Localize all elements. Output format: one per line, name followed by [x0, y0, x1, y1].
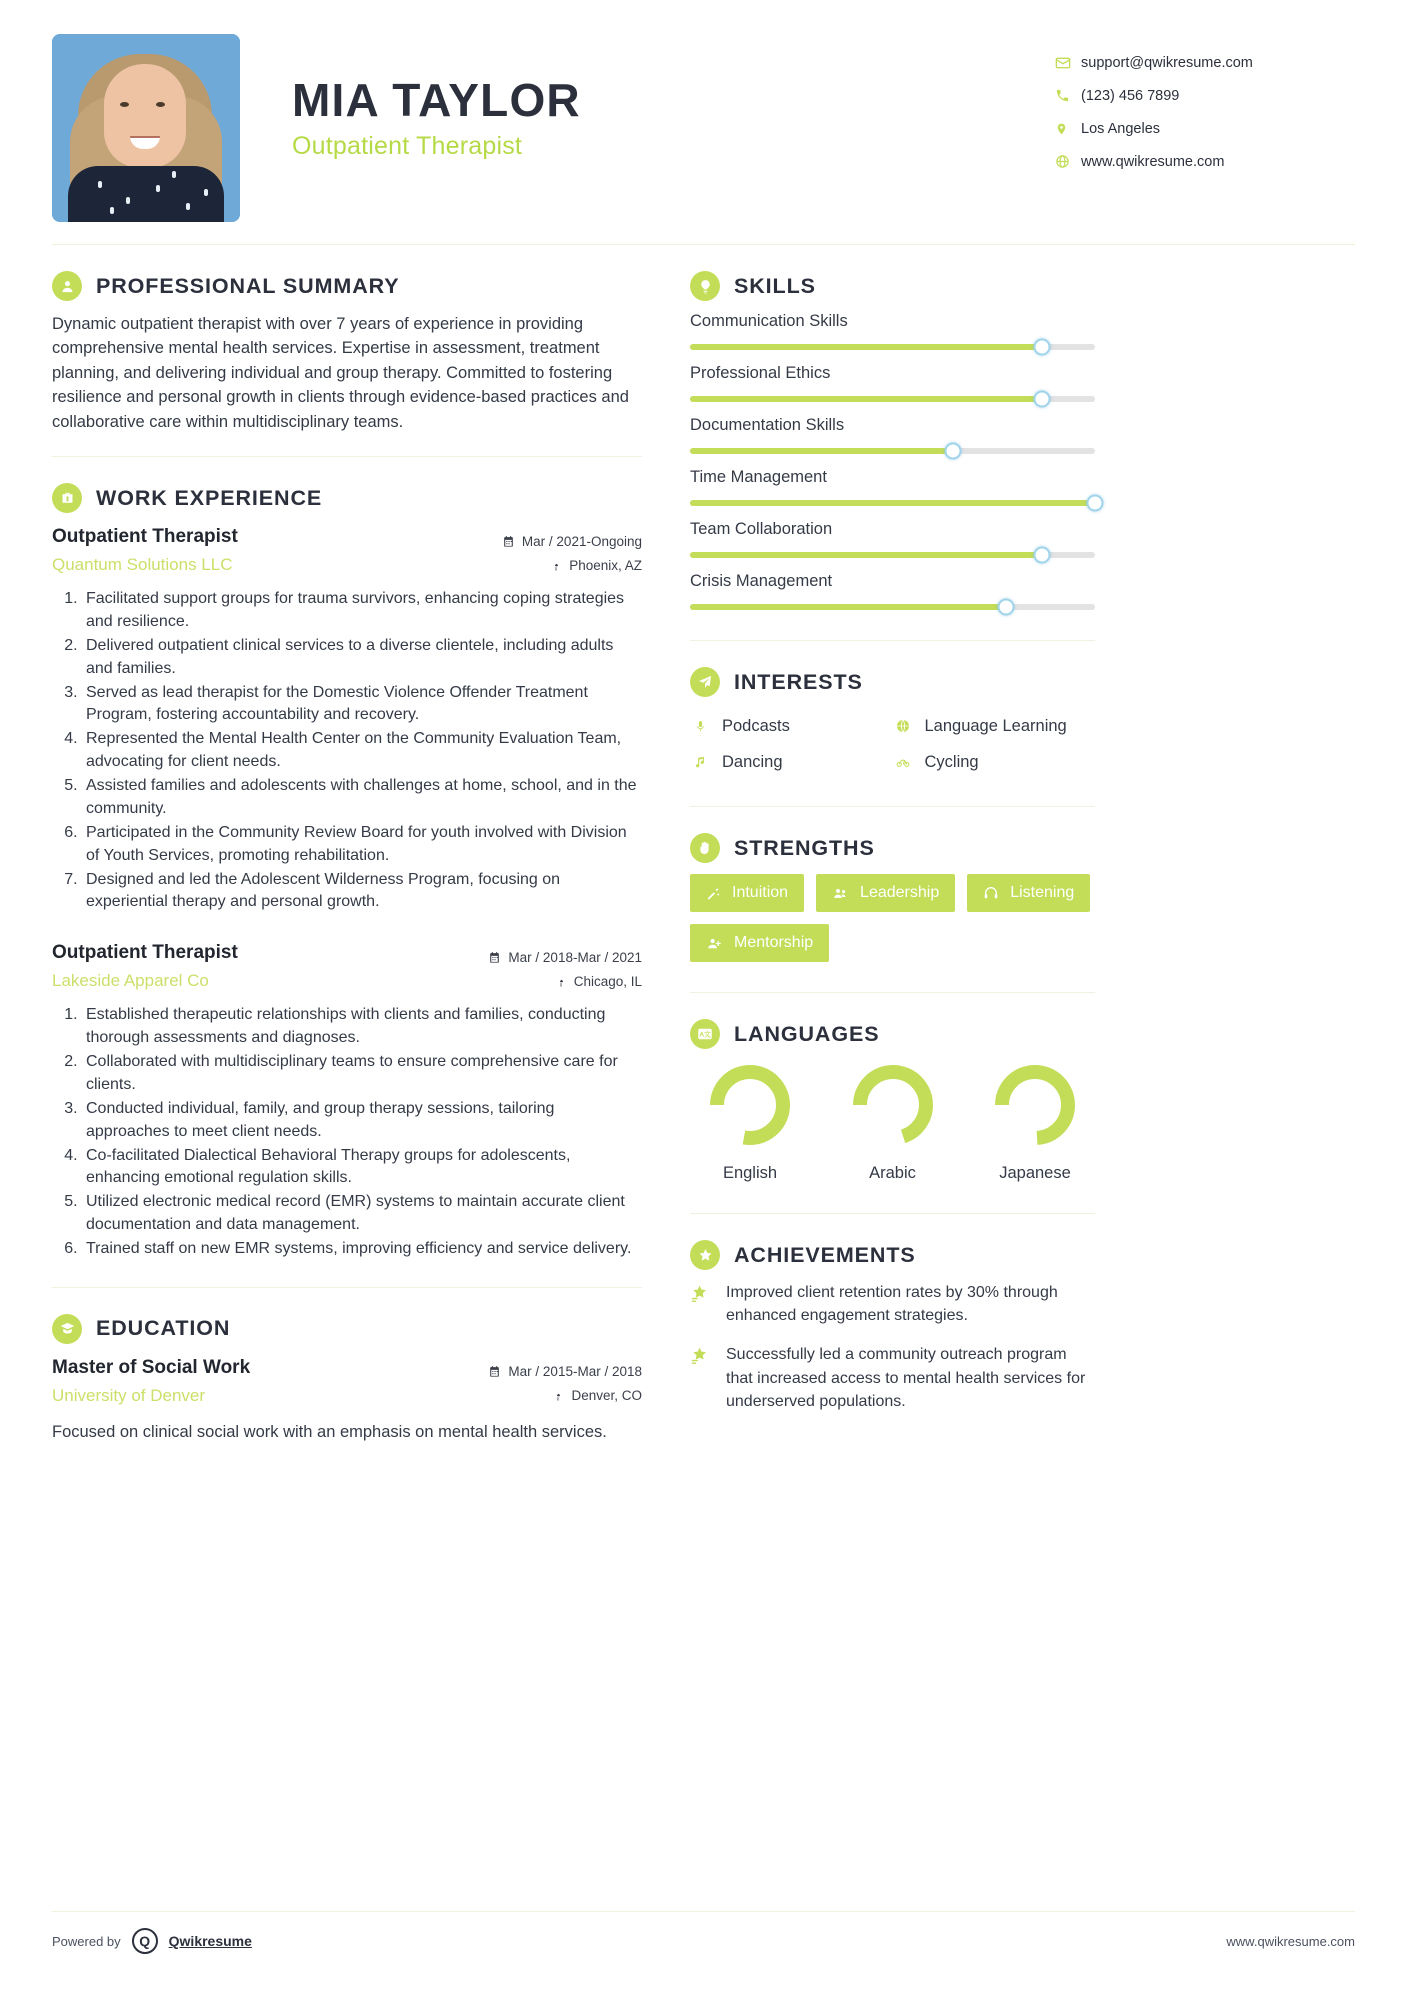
achievement-text: Successfully led a community outreach program that increased access to mental health services for underserved populations.: [726, 1346, 1086, 1410]
education-item: [52, 1355, 642, 1444]
section-professional-summary: [52, 271, 642, 434]
job-date-value: Mar / 2021-Ongoing: [521, 533, 642, 549]
location-pin-icon: [1055, 121, 1081, 137]
brand-name-link[interactable]: Qwikresume: [168, 1933, 252, 1949]
music-note-icon: [690, 754, 711, 770]
section-divider: [52, 456, 642, 457]
footer-divider: [52, 1911, 1355, 1912]
microphone-icon: [690, 718, 711, 735]
job-role: Outpatient Therapist: [52, 526, 238, 548]
job-bullets: [82, 1004, 642, 1261]
skill-track[interactable]: [690, 396, 1095, 402]
section-strengths: [690, 833, 1095, 962]
user-plus-icon: [706, 936, 723, 951]
job-organization: Lakeside Apparel Co: [52, 970, 209, 990]
name-block: [292, 34, 581, 161]
language-label: English: [722, 1164, 778, 1182]
contact-website[interactable]: [1055, 145, 1355, 178]
skill-label: Time Management: [690, 468, 827, 486]
skill-item: [690, 468, 1095, 506]
contact-phone-value: (123) 456 7899: [1081, 87, 1180, 104]
phone-icon: [1055, 88, 1081, 103]
job-location: [502, 553, 642, 577]
interest-label: Dancing: [722, 752, 783, 771]
skill-label: Documentation Skills: [690, 416, 845, 434]
list-item: 3. Served as lead therapist for the Domestic Violence Offender Treatment Program, fostering accountability and recovery.: [82, 682, 642, 728]
interest-label: Cycling: [924, 752, 979, 771]
section-divider: [690, 992, 1095, 993]
star-badge-icon: [690, 1343, 714, 1413]
education-description: Focused on clinical social work with an emphasis on mental health services.: [52, 1422, 607, 1441]
list-item: 2. Delivered outpatient clinical services to a diverse clientele, including adults and families.: [82, 635, 642, 681]
skill-track[interactable]: [690, 448, 1095, 454]
strength-item: [816, 874, 955, 912]
achievement-text: Improved client retention rates by 30% through enhanced engagement strategies.: [726, 1284, 1058, 1325]
calendar-icon: [488, 1365, 501, 1378]
achievement-item: [690, 1281, 1095, 1327]
globe-icon: [1055, 154, 1081, 169]
skill-label: Team Collaboration: [690, 520, 833, 538]
lightbulb-icon: [690, 271, 720, 301]
skill-track[interactable]: [690, 500, 1095, 506]
list-item: 4. Represented the Mental Health Center on the Community Evaluation Team, advocating for client needs.: [82, 728, 642, 774]
achievement-item: [690, 1343, 1095, 1413]
section-divider: [690, 1213, 1095, 1214]
skill-label: Crisis Management: [690, 572, 833, 590]
map-pin-icon: [555, 975, 567, 988]
language-donut-chart: [993, 1063, 1077, 1147]
list-item: 5. Assisted families and adolescents with challenges at home, school, and in the community.: [82, 775, 642, 821]
interest-label: Language Learning: [924, 716, 1067, 735]
language-badge-icon: [690, 1019, 720, 1049]
interest-label: Podcasts: [722, 716, 790, 735]
skill-item: [690, 520, 1095, 558]
section-title: PROFESSIONAL SUMMARY: [96, 273, 400, 298]
education-date-value: Mar / 2015-Mar / 2018: [508, 1364, 642, 1380]
section-title: WORK EXPERIENCE: [96, 485, 323, 510]
list-item: 7. Designed and led the Adolescent Wilderness Program, focusing on experiential therapy and personal growth.: [82, 869, 642, 915]
strength-item: [967, 874, 1090, 912]
work-experience-item: [52, 524, 642, 914]
resume-header: [52, 34, 1355, 222]
page-title: MIA TAYLOR: [292, 74, 581, 126]
job-location-value: Phoenix, AZ: [569, 557, 642, 573]
language-item: [833, 1063, 953, 1183]
education-location: [488, 1384, 642, 1408]
section-title: SKILLS: [734, 273, 816, 298]
award-icon: [690, 1240, 720, 1270]
qwikresume-logo-icon: [132, 1928, 158, 1954]
strength-item: [690, 874, 804, 912]
work-experience-item: [52, 940, 642, 1261]
user-circle-icon: [52, 271, 82, 301]
skill-label: Communication Skills: [690, 312, 848, 330]
contact-list: [1055, 34, 1355, 178]
education-location-value: Denver, CO: [571, 1388, 642, 1404]
strength-label: Listening: [1010, 884, 1075, 901]
strength-label: Mentorship: [734, 934, 814, 951]
section-education: [52, 1314, 642, 1444]
language-label: Japanese: [999, 1164, 1071, 1182]
list-item: 1. Established therapeutic relationships with clients and families, conducting thorough assessments and diagnoses.: [82, 1004, 642, 1050]
page-footer: [52, 1928, 1355, 1954]
magic-wand-icon: [706, 886, 721, 901]
star-badge-icon: [690, 1281, 714, 1327]
section-languages: [690, 1019, 1095, 1183]
graduation-cap-icon: [52, 1314, 82, 1344]
section-title: INTERESTS: [734, 669, 863, 694]
interest-item: [690, 744, 893, 780]
strength-label: Intuition: [732, 884, 789, 901]
summary-text: Dynamic outpatient therapist with over 7 years of experience in providing comprehensive mental health services. Expertise in assessment, treatment planning, and delivering individual and group therapy. Committed to fostering resilience and personal growth in clients through evidence-based practices and collaborative care within multidisciplinary teams.: [52, 315, 629, 431]
strength-item: [690, 924, 829, 962]
briefcase-icon: [52, 483, 82, 513]
education-degree: Master of Social Work: [52, 1356, 251, 1378]
job-location-value: Chicago, IL: [573, 973, 642, 989]
skill-item: [690, 572, 1095, 610]
mail-icon: [1055, 55, 1081, 71]
bicycle-icon: [893, 755, 914, 769]
contact-email[interactable]: [1055, 46, 1355, 79]
section-title: EDUCATION: [96, 1316, 231, 1341]
contact-website-value: www.qwikresume.com: [1081, 153, 1225, 170]
section-interests: [690, 667, 1095, 780]
list-item: 5. Utilized electronic medical record (EMR) systems to maintain accurate client documentation and data management.: [82, 1191, 642, 1237]
section-divider: [690, 806, 1095, 807]
avatar: [52, 34, 240, 222]
language-donut-chart: [851, 1063, 935, 1147]
svg-text:A文: A文: [699, 1031, 711, 1039]
language-item: [690, 1063, 810, 1183]
headphones-icon: [983, 885, 999, 901]
strength-list: [690, 874, 1095, 962]
job-location: [488, 969, 642, 993]
contact-location: [1055, 112, 1355, 145]
interest-item: [893, 744, 1096, 780]
body-columns: [52, 245, 1355, 1444]
job-date: [488, 945, 642, 969]
skill-item: [690, 312, 1095, 350]
job-title: Outpatient Therapist: [292, 132, 523, 161]
contact-location-value: Los Angeles: [1081, 120, 1161, 137]
list-item: 3. Conducted individual, family, and group therapy sessions, tailoring approaches to meet client needs.: [82, 1098, 642, 1144]
calendar-icon: [488, 951, 501, 964]
job-bullets: [82, 588, 642, 914]
skill-item: [690, 364, 1095, 402]
skill-item: [690, 416, 1095, 454]
language-label: Arabic: [869, 1164, 916, 1182]
strength-label: Leadership: [860, 884, 940, 901]
section-title: LANGUAGES: [734, 1021, 880, 1046]
interest-list: [690, 708, 1095, 780]
skill-label: Professional Ethics: [690, 364, 831, 382]
section-title: ACHIEVEMENTS: [734, 1242, 916, 1267]
footer-website[interactable]: www.qwikresume.com: [1226, 1933, 1355, 1949]
job-organization: Quantum Solutions LLC: [52, 554, 233, 574]
skill-track[interactable]: [690, 344, 1095, 350]
calendar-icon: [502, 535, 515, 548]
list-item: 6. Participated in the Community Review Board for youth involved with Division of Youth Services, promoting rehabilitation.: [82, 822, 642, 868]
language-item: [975, 1063, 1095, 1183]
job-date-value: Mar / 2018-Mar / 2021: [508, 949, 642, 965]
contact-email-value: support@qwikresume.com: [1081, 54, 1253, 71]
skill-track[interactable]: [690, 604, 1095, 610]
globe-language-icon: [893, 718, 914, 734]
skill-track[interactable]: [690, 552, 1095, 558]
job-date: [502, 529, 642, 553]
contact-phone[interactable]: [1055, 79, 1355, 112]
section-divider: [52, 1287, 642, 1288]
section-skills: [690, 271, 1095, 610]
language-list: [690, 1063, 1095, 1183]
interest-item: [893, 708, 1096, 744]
powered-by-label: Powered by: [52, 1933, 121, 1949]
list-item: 6. Trained staff on new EMR systems, improving efficiency and service delivery.: [82, 1238, 642, 1261]
interest-item: [690, 708, 893, 744]
education-date: [488, 1360, 642, 1384]
section-title: STRENGTHS: [734, 835, 875, 860]
education-institution: University of Denver: [52, 1385, 206, 1405]
paper-plane-icon: [690, 667, 720, 697]
right-column: [690, 245, 1095, 1444]
list-item: 4. Co-facilitated Dialectical Behavioral Therapy groups for adolescents, enhancing emotional regulation skills.: [82, 1145, 642, 1191]
left-column: [52, 245, 664, 1444]
map-pin-icon: [552, 1389, 564, 1402]
language-donut-chart: [708, 1063, 792, 1147]
list-item: 1. Facilitated support groups for trauma survivors, enhancing coping strategies and resilience.: [82, 588, 642, 634]
list-item: 2. Collaborated with multidisciplinary teams to ensure comprehensive care for clients.: [82, 1051, 642, 1097]
map-pin-icon: [550, 559, 562, 572]
section-work-experience: [52, 483, 642, 1261]
section-achievements: [690, 1240, 1095, 1413]
job-role: Outpatient Therapist: [52, 942, 238, 964]
brand-mark: Q: [139, 1933, 151, 1949]
users-icon: [832, 886, 849, 901]
section-divider: [690, 640, 1095, 641]
hand-icon: [690, 833, 720, 863]
